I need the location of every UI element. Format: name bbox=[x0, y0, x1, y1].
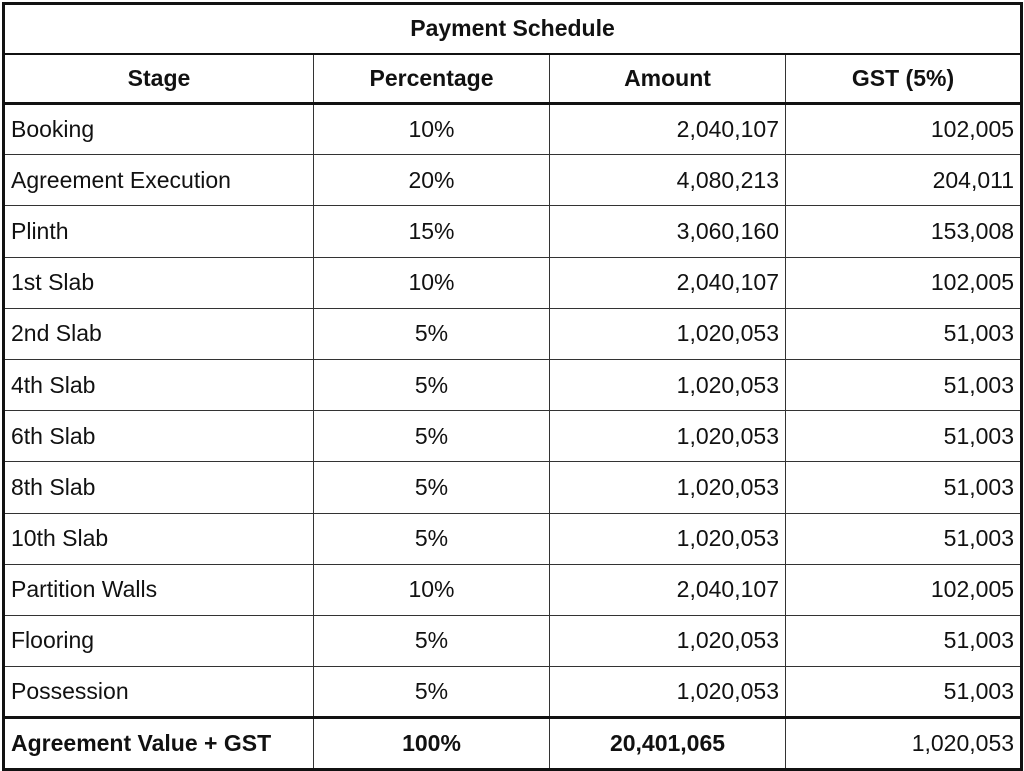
stage-cell: Possession bbox=[4, 667, 314, 718]
stage-cell: Plinth bbox=[4, 206, 314, 257]
percentage-cell: 5% bbox=[314, 411, 550, 462]
table-row bbox=[4, 206, 1022, 257]
percentage-cell: 5% bbox=[314, 462, 550, 513]
header-row bbox=[4, 54, 1022, 104]
total-amount-cell: 20,401,065 bbox=[550, 718, 786, 770]
amount-cell: 1,020,053 bbox=[550, 308, 786, 359]
gst-cell: 51,003 bbox=[786, 411, 1022, 462]
gst-cell: 51,003 bbox=[786, 462, 1022, 513]
gst-cell: 51,003 bbox=[786, 513, 1022, 564]
gst-cell: 51,003 bbox=[786, 359, 1022, 410]
gst-cell: 102,005 bbox=[786, 564, 1022, 615]
gst-cell: 102,005 bbox=[786, 104, 1022, 155]
header-gst: GST (5%) bbox=[786, 54, 1022, 104]
table-row bbox=[4, 257, 1022, 308]
table-title: Payment Schedule bbox=[4, 4, 1022, 54]
amount-cell: 1,020,053 bbox=[550, 513, 786, 564]
stage-cell: 10th Slab bbox=[4, 513, 314, 564]
amount-cell: 4,080,213 bbox=[550, 155, 786, 206]
percentage-cell: 5% bbox=[314, 308, 550, 359]
amount-cell: 2,040,107 bbox=[550, 104, 786, 155]
gst-cell: 102,005 bbox=[786, 257, 1022, 308]
amount-cell: 1,020,053 bbox=[550, 359, 786, 410]
percentage-cell: 10% bbox=[314, 104, 550, 155]
stage-cell: 4th Slab bbox=[4, 359, 314, 410]
table-row bbox=[4, 411, 1022, 462]
gst-cell: 51,003 bbox=[786, 308, 1022, 359]
table-row bbox=[4, 513, 1022, 564]
stage-cell: Partition Walls bbox=[4, 564, 314, 615]
payment-schedule-table bbox=[2, 2, 1023, 771]
amount-cell: 2,040,107 bbox=[550, 257, 786, 308]
table-row bbox=[4, 564, 1022, 615]
header-percentage: Percentage bbox=[314, 54, 550, 104]
table-row bbox=[4, 667, 1022, 718]
stage-cell: 6th Slab bbox=[4, 411, 314, 462]
gst-cell: 51,003 bbox=[786, 667, 1022, 718]
percentage-cell: 15% bbox=[314, 206, 550, 257]
gst-cell: 51,003 bbox=[786, 615, 1022, 666]
amount-cell: 2,040,107 bbox=[550, 564, 786, 615]
table-row bbox=[4, 462, 1022, 513]
header-amount: Amount bbox=[550, 54, 786, 104]
stage-cell: Flooring bbox=[4, 615, 314, 666]
amount-cell: 3,060,160 bbox=[550, 206, 786, 257]
amount-cell: 1,020,053 bbox=[550, 411, 786, 462]
table-row bbox=[4, 155, 1022, 206]
total-stage-cell: Agreement Value + GST bbox=[4, 718, 314, 770]
percentage-cell: 20% bbox=[314, 155, 550, 206]
total-percentage-cell: 100% bbox=[314, 718, 550, 770]
percentage-cell: 10% bbox=[314, 257, 550, 308]
stage-cell: 1st Slab bbox=[4, 257, 314, 308]
table-row bbox=[4, 615, 1022, 666]
table-row bbox=[4, 104, 1022, 155]
percentage-cell: 5% bbox=[314, 667, 550, 718]
amount-cell: 1,020,053 bbox=[550, 615, 786, 666]
stage-cell: Agreement Execution bbox=[4, 155, 314, 206]
stage-cell: 2nd Slab bbox=[4, 308, 314, 359]
stage-cell: 8th Slab bbox=[4, 462, 314, 513]
gst-cell: 153,008 bbox=[786, 206, 1022, 257]
percentage-cell: 5% bbox=[314, 513, 550, 564]
percentage-cell: 10% bbox=[314, 564, 550, 615]
stage-cell: Booking bbox=[4, 104, 314, 155]
amount-cell: 1,020,053 bbox=[550, 667, 786, 718]
amount-cell: 1,020,053 bbox=[550, 462, 786, 513]
header-stage: Stage bbox=[4, 54, 314, 104]
gst-cell: 204,011 bbox=[786, 155, 1022, 206]
table-row bbox=[4, 308, 1022, 359]
total-row bbox=[4, 718, 1022, 770]
percentage-cell: 5% bbox=[314, 359, 550, 410]
total-gst-cell: 1,020,053 bbox=[786, 718, 1022, 770]
percentage-cell: 5% bbox=[314, 615, 550, 666]
table-title-row bbox=[4, 4, 1022, 54]
table-row bbox=[4, 359, 1022, 410]
